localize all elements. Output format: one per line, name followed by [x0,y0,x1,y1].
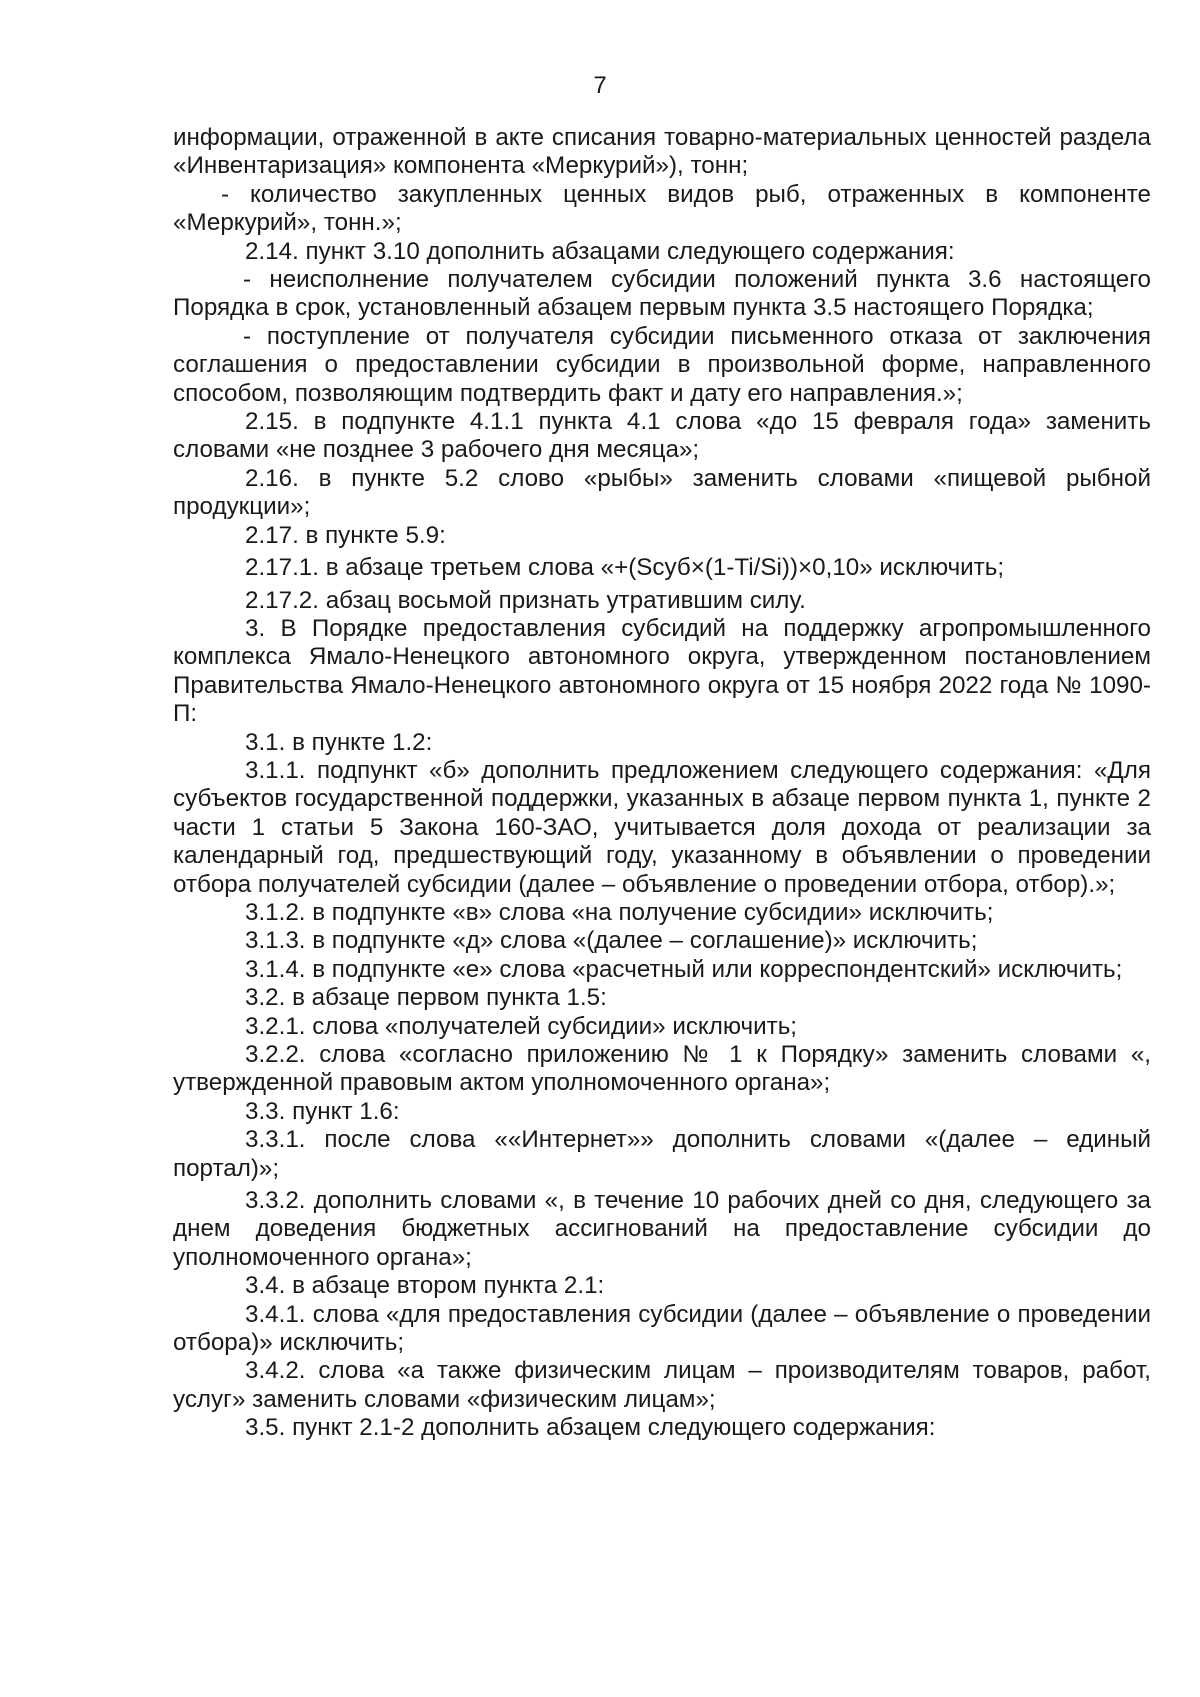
paragraph: 3.3.1. после слова ««Интернет»» дополнить словами «(далее – единый портал)»; [173,1126,1151,1182]
paragraph: 3.1.4. в подпункте «е» слова «расчетный или корреспондентский» исключить; [245,955,1123,983]
paragraph: 2.17.2. абзац восьмой признать утратившим силу. [245,586,806,614]
paragraph: 3.1.1. подпункт «б» дополнить предложением следующего содержания: «Для субъектов государственной поддержки, указанных в абзаце первом пункта 1, пункте 2 части 1 статьи 5 Закона 160-ЗАО, учитывается доля дохода от реализации за календарный год, предшествующий году, указанному в объявлении о проведении отбора получателей субсидии (далее – объявление о проведении отбора, отбор).»; [173,756,1151,898]
paragraph: 3.4. в абзаце втором пункта 2.1: [245,1272,605,1300]
document-body [173,124,1151,1443]
paragraph: 3.4.2. слова «а также физическим лицам – производителям товаров, работ, услуг» заменить словами «физическим лицам»; [173,1357,1151,1413]
paragraph: 2.16. в пункте 5.2 слово «рыбы» заменить словами «пищевой рыбной продукции»; [173,464,1151,521]
paragraph: 2.17. в пункте 5.9: [245,521,446,549]
paragraph: 2.14. пункт 3.10 дополнить абзацами следующего содержания: [245,237,955,265]
paragraph: 3.5. пункт 2.1-2 дополнить абзацем следующего содержания: [245,1414,936,1442]
paragraph: - поступление от получателя субсидии письменного отказа от заключения соглашения о предоставлении субсидии в произвольной форме, направленного способом, позволяющим подтвердить факт и дату его направления.»; [173,322,1151,407]
paragraph: 3.4.1. слова «для предоставления субсидии (далее – объявление о проведении отбора)» исключить; [173,1300,1151,1357]
paragraph: 2.17.1. в абзаце третьем слова «+(Sсуб×(1-Ti/Si))×0,10» исключить; [245,554,1005,582]
paragraph: 3.2.1. слова «получателей субсидии» исключить; [245,1012,798,1040]
paragraph: 3.1.3. в подпункте «д» слова «(далее – соглашение)» исключить; [245,927,978,955]
paragraph: 3.1.2. в подпункте «в» слова «на получение субсидии» исключить; [245,898,994,926]
paragraph: 3.3. пункт 1.6: [245,1097,400,1125]
paragraph: 2.15. в подпункте 4.1.1 пункта 4.1 слова «до 15 февраля года» заменить словами «не позднее 3 рабочего дня месяца»; [173,408,1151,464]
page-number: 7 [593,72,607,99]
paragraph: 3. В Порядке предоставления субсидий на поддержку агропромышленного комплекса Ямало-Ненецкого автономного округа, утвержденном постановлением Правительства Ямало-Ненецкого автономного округа от 15 ноября 2022 года № 1090-П: [173,614,1151,728]
paragraph: 3.1. в пункте 1.2: [245,728,433,756]
paragraph: - количество закупленных ценных видов рыб, отраженных в компоненте «Меркурий», тонн.»; [173,180,1151,237]
paragraph: 3.2.2. слова «согласно приложению № 1 к Порядку» заменить словами «, утвержденной правовым актом уполномоченного органа»; [173,1041,1151,1097]
paragraph: 3.3.2. дополнить словами «, в течение 10 рабочих дней со дня, следующего за днем доведения бюджетных ассигнований на предоставление субсидии до уполномоченного органа»; [173,1187,1151,1271]
paragraph: - неисполнение получателем субсидии положений пункта 3.6 настоящего Порядка в срок, установленный абзацем первым пункта 3.5 настоящего Порядка; [173,266,1151,322]
paragraph: 3.2. в абзаце первом пункта 1.5: [245,984,607,1012]
paragraph: информации, отраженной в акте списания товарно-материальных ценностей раздела «Инвентаризация» компонента «Меркурий»), тонн; [173,124,1151,180]
